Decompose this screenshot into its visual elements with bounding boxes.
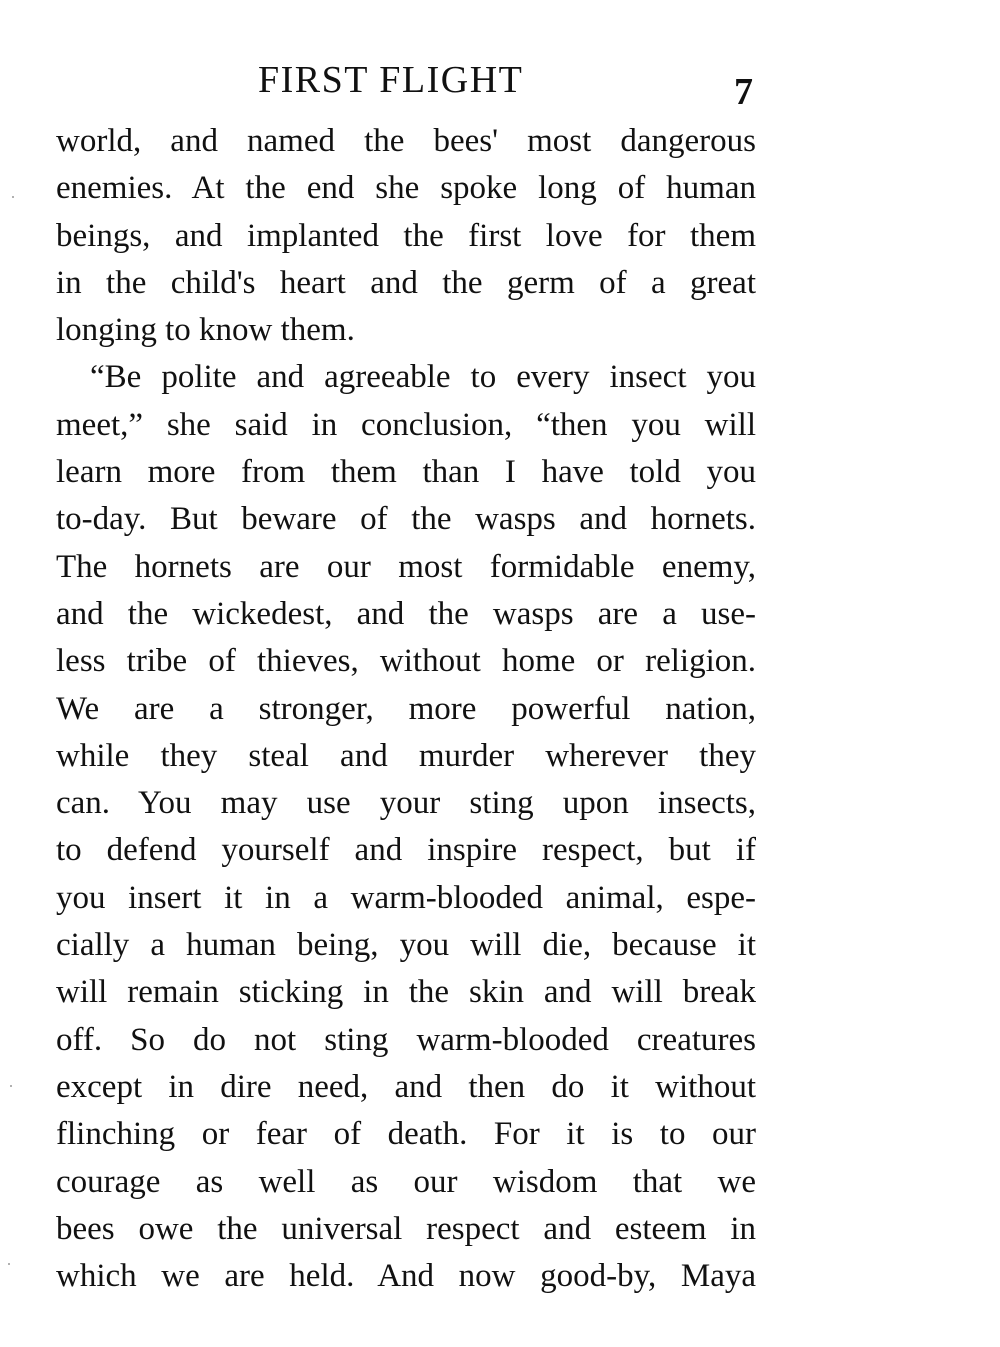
running-title: FIRST FLIGHT: [258, 59, 524, 101]
scan-speck: [12, 196, 14, 198]
text-line: to-day. But beware of the wasps and hornets.: [56, 501, 756, 538]
text-line: bees owe the universal respect and esteem in: [56, 1210, 756, 1247]
text-line: learn more from them than I have told you: [56, 454, 756, 491]
text-line: in the child's heart and the germ of a great: [56, 264, 756, 301]
text-line: We are a stronger, more powerful nation,: [56, 690, 756, 727]
text-line: world, and named the bees' most dangerous: [56, 123, 756, 159]
text-line: you insert it in a warm-blooded animal, espe-: [56, 879, 756, 916]
text-line: except in dire need, and then do it without: [56, 1068, 756, 1105]
body-text: [56, 118, 756, 1300]
text-line: beings, and implanted the first love for them: [56, 217, 756, 254]
text-line: meet,” she said in conclusion, “then you will: [56, 406, 756, 443]
text-line: cially a human being, you will die, because it: [56, 927, 756, 964]
text-line: longing to know them.: [56, 312, 355, 349]
scan-speck: [10, 1085, 12, 1087]
scan-speck: [8, 1263, 10, 1265]
text-line: while they steal and murder wherever they: [56, 737, 756, 774]
text-line: off. So do not sting warm-blooded creatures: [56, 1021, 756, 1058]
text-line: and the wickedest, and the wasps are a use-: [56, 595, 756, 632]
text-line: The hornets are our most formidable enemy,: [56, 548, 756, 585]
text-line: which we are held. And now good-by, Maya: [56, 1258, 756, 1295]
text-line: can. You may use your sting upon insects,: [56, 785, 756, 822]
text-line: courage as well as our wisdom that we: [56, 1163, 756, 1200]
text-line: flinching or fear of death. For it is to our: [56, 1116, 756, 1153]
paragraph-first-line: “Be polite and agreeable to every insect you: [90, 359, 756, 396]
text-line: will remain sticking in the skin and will break: [56, 974, 756, 1011]
text-line: less tribe of thieves, without home or religion.: [56, 643, 756, 680]
page-number: 7: [734, 71, 753, 113]
text-line: to defend yourself and inspire respect, but if: [56, 832, 756, 869]
text-line: enemies. At the end she spoke long of human: [56, 170, 756, 207]
running-head: [0, 58, 1000, 113]
